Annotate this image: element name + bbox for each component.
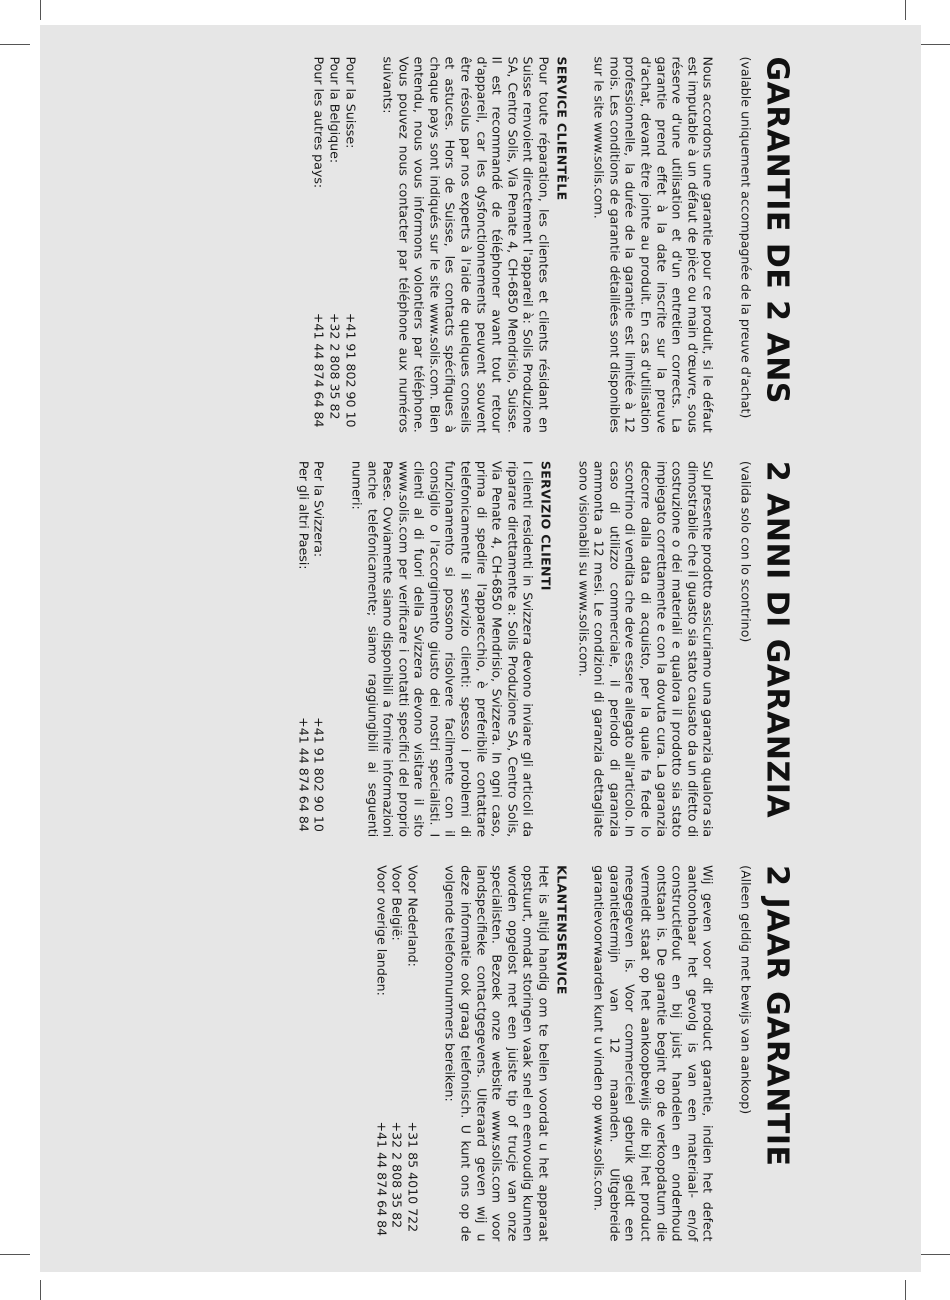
column-subtitle: (valable uniquement accompagnée de la preuve d'achat): [738, 56, 753, 418]
warranty-text: Wij geven voor dit product garantie, indien het defect aantoonbaar het gevolg is van een materiaal- en/of constructiefout en bij juist handelen en onderhoud ontstaan is. De garantie begint op de verkoopdatum die vermeldt staat op het aankoopbewijs die bij het product meegegeven is. Voor commercieel gebruik geldt een garantietermijn van 12 maanden. Uitgebreide garantievoorwaarden kunt u vinden op www.solis.com.: [591, 864, 716, 1241]
column-french: [168, 56, 793, 432]
contact-number: +41 91 802 90 10: [342, 312, 358, 428]
crop-mark: [905, 1280, 906, 1300]
service-text: I clienti residenti in Svizzera devono inviare gli articoli da riparare direttamente a: Solis Produzione SA, Centro Solis, Via Penate 4, CH-6850 Mendrisio, Svizzera. In ogni caso, prima di spedire l'apparecchio, è preferibile contattare telefonicamente il servizio clienti: spesso i problemi di funzionamento si possono risolvere facilmente con il consiglio o l'accorgimento giusto dei nostri specialisti. I clienti al di fuori della Svizzera devono visitare il sito www.solis.com per verificare i contatti specifici del proprio Paese. Ovviamente siamo disponibili a fornire informazioni anche telefonicamente; siamo raggiungibili ai seguenti numeri:: [348, 460, 536, 837]
column-title: GARANTIE DE 2 ANS: [759, 56, 794, 404]
crop-mark: [0, 1254, 30, 1255]
warranty-text: Nous accordons une garantie pour ce produit, si le défaut est imputable à un défaut de pièce ou main d'œuvre, sous réserve d'une utilisation et d'un entretien corrects. La garantie prend effet à la date inscrite sur la preuve d'achat, devant être jointe au produit. En cas d'utilisation professionnelle, la durée de la garantie est limitée à 12 mois. Les conditions de garantie détaillées sont disponibles sur le site www.solis.com.: [591, 56, 716, 433]
column-title: 2 JAAR GARANTIE: [759, 864, 794, 1167]
crop-mark: [40, 0, 41, 20]
service-text: Het is altijd handig om te bellen voordat u het apparaat opstuurt, omdat storingen vaak snel en eenvoudig kunnen worden opgelost met een juiste tip of trucje van onze specialisten. Bezoek onze website www.solis.com voor landspecifieke contactgegevens. Uiteraard geven wij u deze informatie ook graag telefonisch. U kunt ons op de volgende telefoonnummers bereiken:: [442, 864, 552, 1241]
contact-label: Pour les autres pays:: [311, 56, 327, 188]
contact-number: +41 44 874 64 84: [295, 716, 311, 832]
contact-row: [342, 56, 358, 432]
contact-list: [373, 865, 420, 1241]
contact-number: +41 44 874 64 84: [373, 1120, 389, 1236]
contact-row: [389, 865, 405, 1241]
crop-mark: [0, 44, 30, 45]
contact-label: Voor overige landen:: [373, 864, 389, 996]
contact-label: Per la Svizzera:: [311, 460, 327, 557]
contact-list: [295, 460, 326, 836]
contact-row: [311, 56, 327, 432]
contact-number: +32 2 808 35 82: [326, 312, 342, 420]
crop-mark: [920, 44, 950, 45]
contact-label: Pour la Belgique:: [326, 56, 342, 163]
column-italian: [168, 460, 793, 836]
service-heading: KLANTENSERVICE: [553, 864, 569, 995]
contact-row: [404, 865, 420, 1241]
column-subtitle: (Alleen geldig met bewijs van aankoop): [738, 864, 753, 1114]
contact-label: Voor Nederland:: [404, 864, 420, 967]
contact-list: [311, 56, 358, 432]
contact-number: +41 44 874 64 84: [311, 312, 327, 428]
service-heading: SERVIZIO CLIENTI: [538, 460, 554, 591]
contact-number: +32 2 808 35 82: [389, 1120, 405, 1228]
rotated-content: [168, 56, 793, 1241]
contact-row: [326, 56, 342, 432]
contact-number: +41 91 802 90 10: [311, 716, 327, 832]
contact-row: [373, 865, 389, 1241]
column-subtitle: (valida solo con lo scontrino): [738, 460, 753, 642]
service-text: Pour toute réparation, les clientes et clients résidant en Suisse renvoient directement l'appareil à: Solis Produzione SA, Centro Solis, Via Penate 4, CH-6850 Mendrisio, Suisse. Il est recommandé de téléphoner avant tout retour d'appareil, car les dysfonctionnements peuvent souvent être résolus par nos experts à l'aide de quelques conseils et astuces. Hors de Suisse, les contacts spécifiques à chaque pays sont indiqués sur le site www.solis.com. Bien entendu, nous vous informons volontiers par téléphone. Vous pouvez nous contacter par téléphone aux numéros suivants:: [380, 56, 552, 433]
column-dutch: [168, 865, 793, 1241]
service-heading: SERVICE CLIENTÈLE: [553, 56, 569, 201]
warranty-text: Sul presente prodotto assicuriamo una garanzia qualora sia dimostrabile che il guasto sia stato causato da un difetto di costruzione o dei materiali e qualora il prodotto sia stato impiegato correttamente e con la dovuta cura. La garanzia decorre dalla data di acquisto, per la quale fa fede lo scontrino di vendita che deve essere allegato all'articolo. In caso di utilizzo commerciale, il periodo di garanzia ammonta a 12 mesi. Le condizioni di garanzia dettagliate sono visionabili su www.solis.com.: [575, 460, 716, 837]
warranty-sheet: [40, 25, 921, 1272]
contact-label: Voor België:: [389, 864, 405, 941]
contact-row: [295, 460, 311, 836]
contact-label: Pour la Suisse:: [342, 56, 358, 148]
crop-mark: [905, 0, 906, 20]
contact-label: Per gli altri Paesi:: [295, 460, 311, 570]
contact-row: [311, 460, 327, 836]
crop-mark: [40, 1280, 41, 1300]
crop-mark: [920, 1254, 950, 1255]
contact-number: +31 85 4010 722: [404, 1120, 420, 1232]
column-title: 2 ANNI DI GARANZIA: [759, 460, 794, 818]
